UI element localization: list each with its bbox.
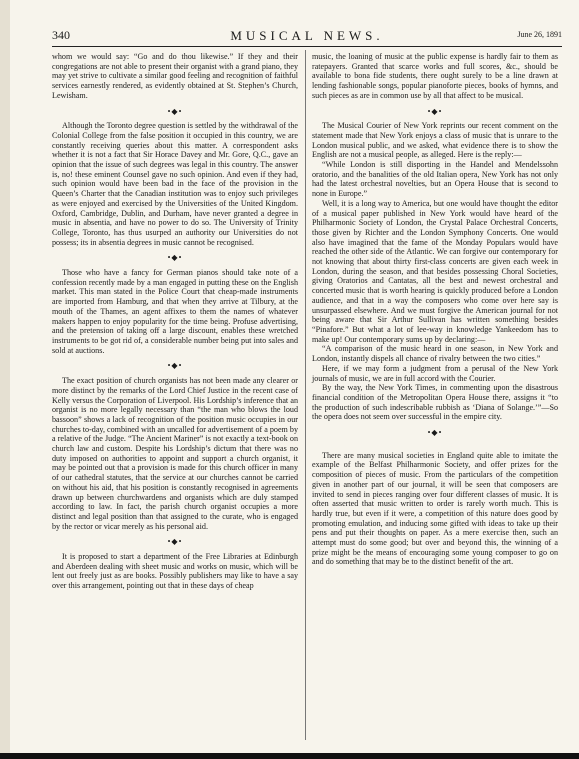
page-binding-edge bbox=[0, 0, 10, 759]
spacer bbox=[312, 443, 558, 451]
article-paragraph: The Musical Courier of New York reprints our recent comment on the statement made that New York enjoys a class of music that is unrare to the London musical public, and we asked, what evidence there is to show the English are not a musical people, as alleged. Here is the reply:— bbox=[312, 121, 558, 160]
section-ornament: •◆• bbox=[167, 253, 183, 263]
article-paragraph: There are many musical societies in England quite able to imitate the example of the Belfast Philharmonic Society, and offer prizes for the composition of pieces of music. From the particulars of the competition given in another part of our journal, it will be seen that composers are invited to send in pieces ranging over four different classes of music. It is often asserted that music written to order is rarely worth much. This is hardly true, but even if it were, a competition of this nature does good by promoting emulation, and inducing some gifted with ideas to take up their pens and put their thoughts on paper. As a mere exercise then, such an attempt must do some good; but over and beyond this, the winning of a prize might be the means of encouraging some young composer to go on and do something that may be to the distinct benefit of the art. bbox=[312, 450, 558, 567]
article-paragraph: whom we would say: “Go and do thou likewise.” If they and their congregations are not able to present their organist with a grand piano, they may yet strive to cultivate a similar good feeling and recognition of faithful services earnestly rendered, as evidently obtained at St. Stephen’s Church, Lewisham. bbox=[52, 52, 298, 100]
left-column bbox=[52, 52, 298, 591]
article-paragraph: music, the loaning of music at the public expense is hardly fair to them as ratepayers. Granted that scarce works and full scores, &c., should be available to bona fide students, there ought surely to be a line drawn at lending fashionable songs, popular pianoforte pieces, books of hymns, and such pieces as are in common use by all that affect to be musical. bbox=[312, 52, 558, 100]
section-ornament: •◆• bbox=[167, 537, 183, 547]
section-ornament: •◆• bbox=[167, 361, 183, 371]
section-ornament: •◆• bbox=[427, 106, 443, 116]
article-paragraph: By the way, the New York Times, in commenting upon the disastrous financial condition of the Metropolitan Opera House there, assigns it “to the production of such indescribable rubbish as ‘Diana of Solange.’”—So the opera does not seem over successful in the empire city. bbox=[312, 383, 558, 422]
right-column bbox=[312, 52, 558, 567]
page-header bbox=[52, 28, 562, 44]
block-quote: “A comparison of the music heard in one season, in New York and London, instantly dispels all chance of rivalry between the two cities.” bbox=[312, 344, 558, 364]
scan-bottom-edge bbox=[0, 753, 579, 759]
section-ornament: •◆• bbox=[427, 428, 443, 438]
article-paragraph: Well, it is a long way to America, but one would have thought the editor of a musical paper published in New York would have heard of the Philharmonic Society of London, the Crystal Palace Orchestral Concerts, those given by Richter and the London Symphony Concerts. One would also have imagined that the fame of the Monday Populars would have reached the other side of the Atlantic. We can forgive our contemporary for not knowing that about thirty first-class concerts are given each week in London, during the season, and that besides possessing Choral Societies, giving Oratorios and Cantatas, all the best and newest orchestral and concerted music that is worth hearing is quickly produced before a London audience, and that in a way the composers who come over here say is unsurpassed elsewhere. And we must forgive the American journal for not being aware that Sir Arthur Sullivan has written something besides “Pinafore.” But what a lot of lee-way in knowledge Yankeedom has to make up! Our contemporary sums up by declaring:— bbox=[312, 198, 558, 344]
header-rule bbox=[52, 46, 562, 47]
issue-date: June 26, 1891 bbox=[517, 30, 562, 39]
running-title: MUSICAL NEWS. bbox=[230, 28, 384, 43]
article-paragraph: The exact position of church organists has not been made any clearer or more distinct by the remarks of the Lord Chief Justice in the recent case of Kelly versus the Corporation of Liverpool. His Lordship’s inference that an organist is no more legally necessary than “the man who blows the loud bassoon” shows a lack of recognition of the position music occupies in our churches to-day, combined with an uncalled for advertisement of a poem by a relative of the Judge. “The Ancient Mariner” is not exactly a text-book on church law and custom. Despite his Lordship’s dictum that there was no duty imposed on authorities to appoint and support a church organist, it may be pointed out that a provision is made for this church officer in many of our cathedral statutes, that the service at our churches cannot be carried on without his aid, that his position is constantly recognised in agreements drawn up between churchwardens and organists which are duly stamped according to law. In fact, the parish church organist occupies a more distinct and legal position than that assigned to the curate, who is engaged by the rector or vicar merely as his personal aid. bbox=[52, 376, 298, 531]
article-paragraph: Here, if we may form a judgment from a perusal of the New York journals of music, we are in full accord with the Courier. bbox=[312, 363, 558, 383]
article-paragraph: Those who have a fancy for German pianos should take note of a confession recently made by a man engaged in putting these on the English market. This man stated in the Police Court that cheap-made instruments are imported from Hamburg, and that when they arrive at Tilbury, at the mouth of the Thames, an agent affixes to them the names of whatever makers happen to enjoy popularity for the time being. Profuse advertising, and the pretension of taking off a large discount, enables these wretched instruments to be got rid of, a considerable number being put into sales and sold at auctions. bbox=[52, 268, 298, 355]
article-paragraph: It is proposed to start a department of the Free Libraries at Edinburgh and Aberdeen dealing with sheet music and works on music, which will be lent out freely just as are books. Possibly publishers may like to have a say over this arrangement, pointing out that in these days of cheap bbox=[52, 552, 298, 591]
block-quote: “While London is still disporting in the Handel and Mendelssohn oratorio, and the banalities of the old Italian opera, New York has not only had the latest orchestral novelties, but an Opera House that is second to none in Europe.” bbox=[312, 160, 558, 199]
article-paragraph: Although the Toronto degree question is settled by the withdrawal of the Colonial College from the false position it occupied in this country, we are constantly receiving queries about this matter. A correspondent asks whether it is not a fact that Sir Horace Davey and Mr. Gore, Q.C., gave an opinion that the issue of such degrees was legal in this country. The answer is, no! these eminent Counsel gave no such opinion. And even if they had, such opinion would have been bad in the face of the provision in the Queen’s Charter that the Canadian institution was to enjoy such privileges as were enjoyed and exercised by the Universities of the United Kingdom. Oxford, Cambridge, Dublin, and Durham, have never granted a degree in music in absentia, and have no power to do so. The University of Trinity College, Toronto, has thus usurped an authority our Universities do not possess; its in absentia degrees in music cannot be recognised. bbox=[52, 121, 298, 247]
page-number: 340 bbox=[52, 28, 70, 42]
section-ornament: •◆• bbox=[167, 106, 183, 116]
column-divider bbox=[305, 50, 306, 740]
